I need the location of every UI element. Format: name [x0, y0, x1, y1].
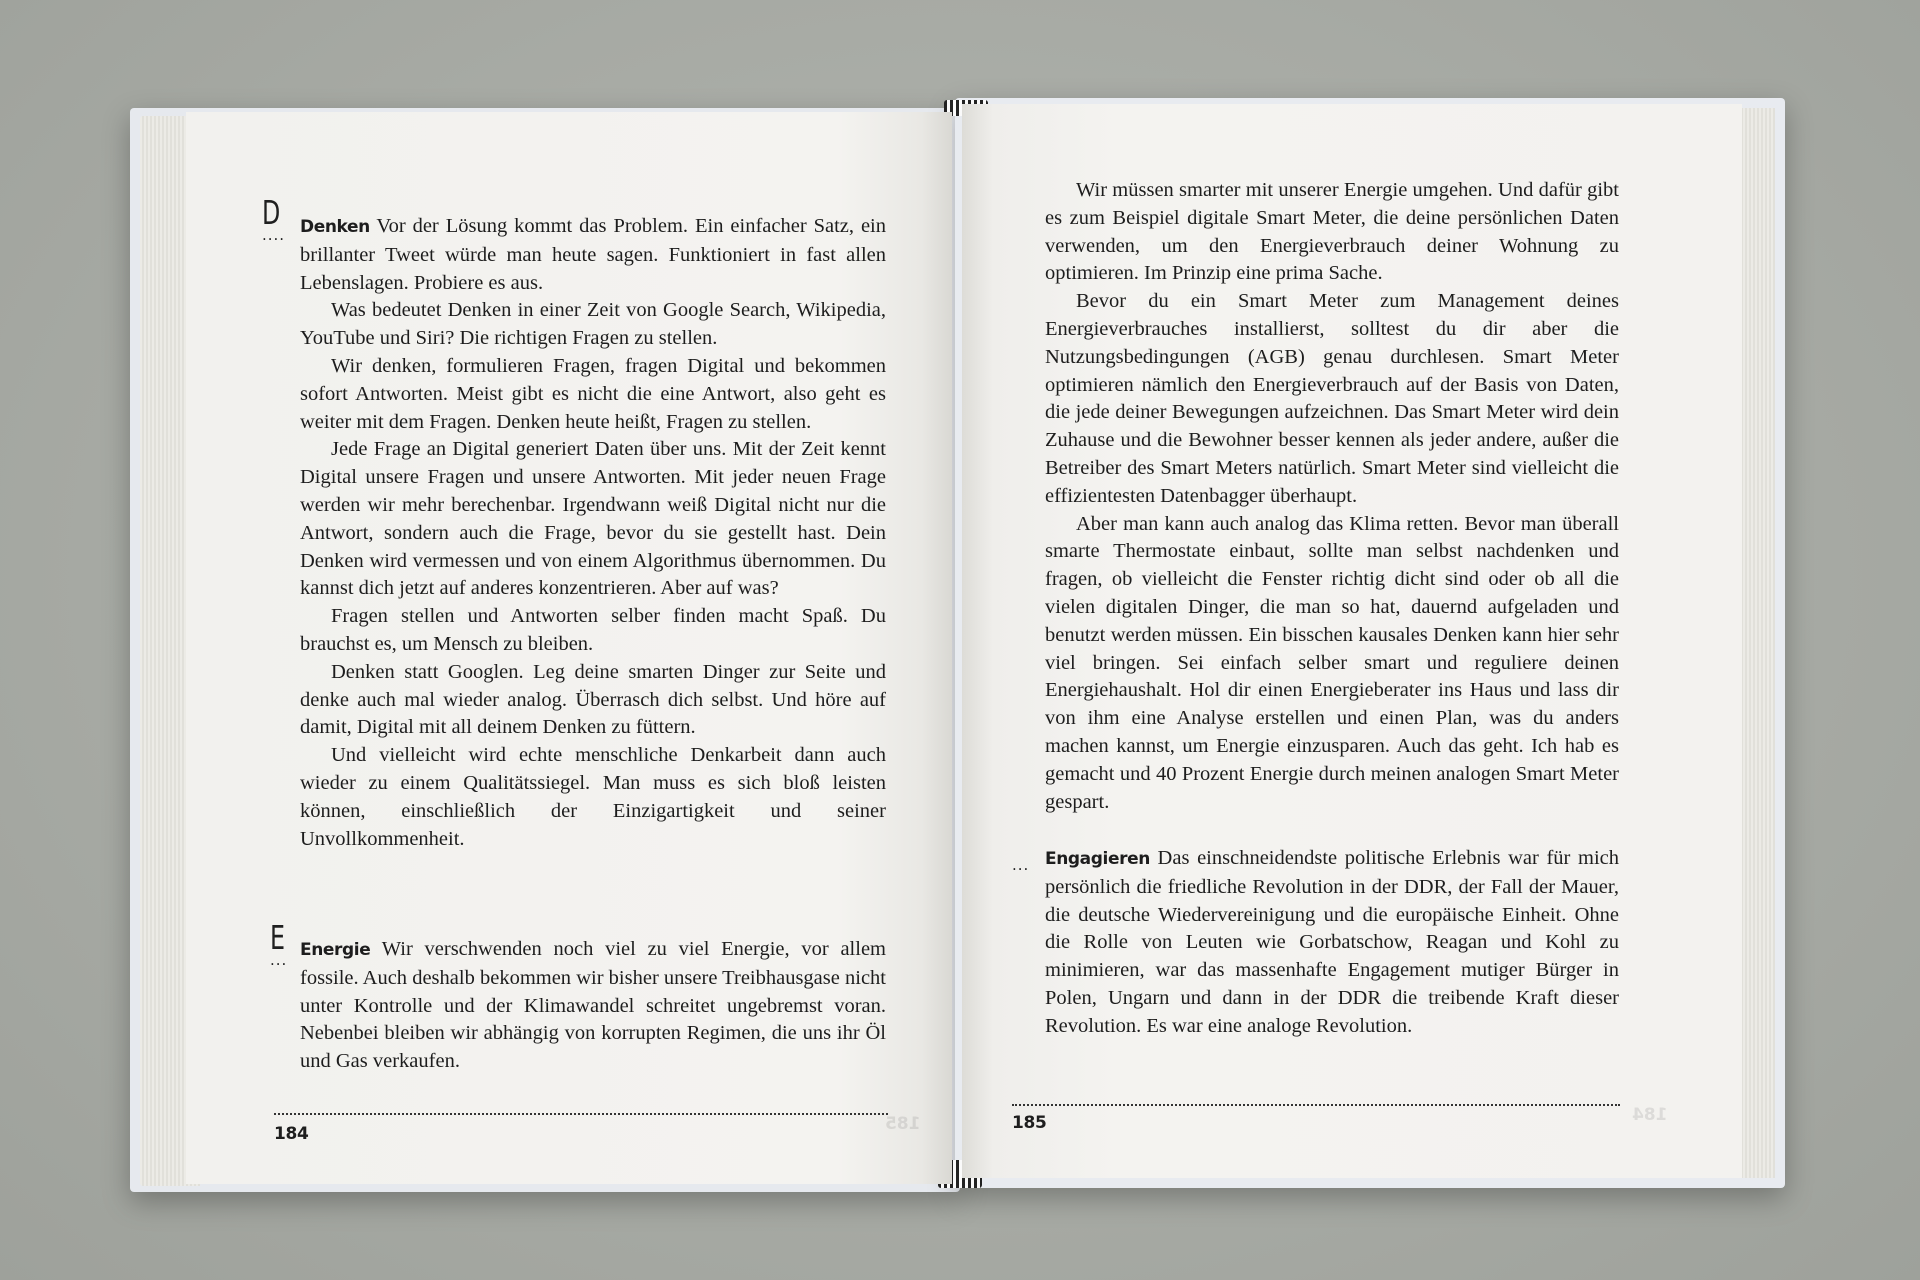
- engagieren-intro-text: Das einschneidendste politische Erlebnis war für mich persönlich die friedliche Revolution in der DDR, der Fall der Mauer, die deutsche Wiedervereinigung und die europäische Einheit. Ohne die Rolle von Leuten wie Gorbatschow, Reagan und Kohl zu minimieren, war das massenhafte Engagement mutiger Bürger in Polen, Ungarn und dann in der DDR die treibende Kraft dieser Revolution. Es war eine analoge Revolution.: [1045, 847, 1619, 1037]
- paragraph: Fragen stellen und Antworten selber finden macht Spaß. Du brauchst es, um Mensch zu bleiben.: [300, 605, 886, 655]
- denken-intro-text: Vor der Lösung kommt das Problem. Ein einfacher Satz, ein brillanter Tweet würde man heute sagen. Funktioniert in fast allen Lebenslagen. Probiere es aus.: [300, 215, 886, 294]
- paragraph-denken-intro: [300, 213, 886, 297]
- paragraph: Was bedeutet Denken in einer Zeit von Google Search, Wikipedia, YouTube und Siri? Die richtigen Fragen zu stellen.: [300, 299, 886, 350]
- page-number-right: 185: [1012, 1113, 1047, 1133]
- entry-energie-continued: [1045, 177, 1619, 816]
- paragraph: Jede Frage an Digital generiert Daten über uns. Mit der Zeit kennt Digital unsere Fragen und unsere Antworten. Mit jeder neuen Frage werden wir mehr berechenbar. Irgendwann weiß Digital nicht nur die Antwort, sondern auch die Frage, bevor du sie gestellt hast. Dein Denken wird vermessen und von einem Algorithmus übernommen. Du kannst dich jetzt auf anderes konzentrieren. Aber auf was?: [300, 438, 886, 600]
- section-letter-e: E: [270, 918, 286, 957]
- energie-intro-text: Wir verschwenden noch viel zu viel Energie, vor allem fossile. Auch deshalb bekommen wir bisher unsere Treibhausgase nicht unter Kontrolle und der Klimawandel schreitet ungebremst voran. Nebenbei bleiben wir abhängig von korrupten Regimen, die uns ihr Öl und Gas verkaufen.: [300, 938, 886, 1073]
- section-letter-d: D: [262, 193, 281, 232]
- keyword-engagieren: Engagieren: [1045, 849, 1150, 869]
- page-number-left: 184: [274, 1124, 309, 1144]
- paragraph: Denken statt Googlen. Leg deine smarten Dinger zur Seite und denke auch mal wieder analog. Überrasch dich selbst. Und höre auf damit, Digital mit all deinem Denken zu füttern.: [300, 660, 886, 739]
- paragraph: Aber man kann auch analog das Klima retten. Bevor man überall smarte Thermostate einbaut, sollte man selbst nachdenken und fragen, ob vielleicht die Fenster richtig dicht sind oder ob all die vielen digitalen Dinger, die man so hat, dauernd aufgeladen und benutzt werden müssen. Ein bisschen kausales Denken kann hier sehr viel bringen. Sei einfach selber smart und reguliere deinen Energiehaushalt. Hol dir einen Energieberater ins Haus und lass dir von ihm eine Analyse erstellen und einen Plan, was du anders machen kannst, um Energie einzusparen. Auch das geht. Ich hab es gemacht und 40 Prozent Energie durch meinen analogen Smart Meter gespart.: [1045, 512, 1619, 813]
- footer-rule-left: [274, 1113, 888, 1115]
- paragraph-engagieren-intro: [1045, 845, 1619, 1041]
- paragraph: Wir müssen smarter mit unserer Energie umgehen. Und dafür gibt es zum Beispiel digitale Smart Meter, die deine persönlichen Daten verwenden, um den Energieverbrauch deiner Wohnung zu optimieren. Im Prinzip eine prima Sache.: [1045, 179, 1619, 285]
- keyword-denken: Denken: [300, 217, 370, 237]
- entry-energie: [300, 936, 886, 1076]
- entry-denken: [300, 213, 886, 853]
- entry-marker-energie: ...: [270, 951, 288, 969]
- paragraph-energie-intro: [300, 936, 886, 1076]
- show-through-number-left: 185: [885, 1114, 921, 1134]
- paragraph: Und vielleicht wird echte menschliche Denkarbeit dann auch wieder zu einem Qualitätssiegel. Man muss es sich bloß leisten können, einschließlich der Einzigartigkeit und seiner Unvollkommenheit.: [300, 744, 886, 850]
- entry-engagieren: [1045, 845, 1619, 1041]
- paragraph: Bevor du ein Smart Meter zum Management deines Energieverbrauches installierst, solltest du dir aber die Nutzungsbedingungen (AGB) genau durchlesen. Smart Meter optimieren nämlich den Energieverbrauch auf der Basis von Daten, die jede deiner Bewegungen aufzeichnen. Das Smart Meter wird dein Zuhause und die Bewohner besser kennen als jeder andere, außer die Betreiber des Smart Meters natürlich. Smart Meter sind vielleicht die effizientesten Datenbagger überhaupt.: [1045, 290, 1619, 507]
- keyword-energie: Energie: [300, 940, 371, 960]
- show-through-number-right: 184: [1632, 1105, 1668, 1125]
- paragraph: Wir denken, formulieren Fragen, fragen Digital und bekommen sofort Antworten. Meist gibt es nicht die eine Antwort, also geht es weiter mit dem Fragen. Denken heute heißt, Fragen zu stellen.: [300, 354, 886, 433]
- footer-rule-right: [1012, 1104, 1620, 1106]
- entry-marker-denken: ....: [262, 226, 286, 244]
- entry-marker-engagieren: ...: [1012, 856, 1030, 874]
